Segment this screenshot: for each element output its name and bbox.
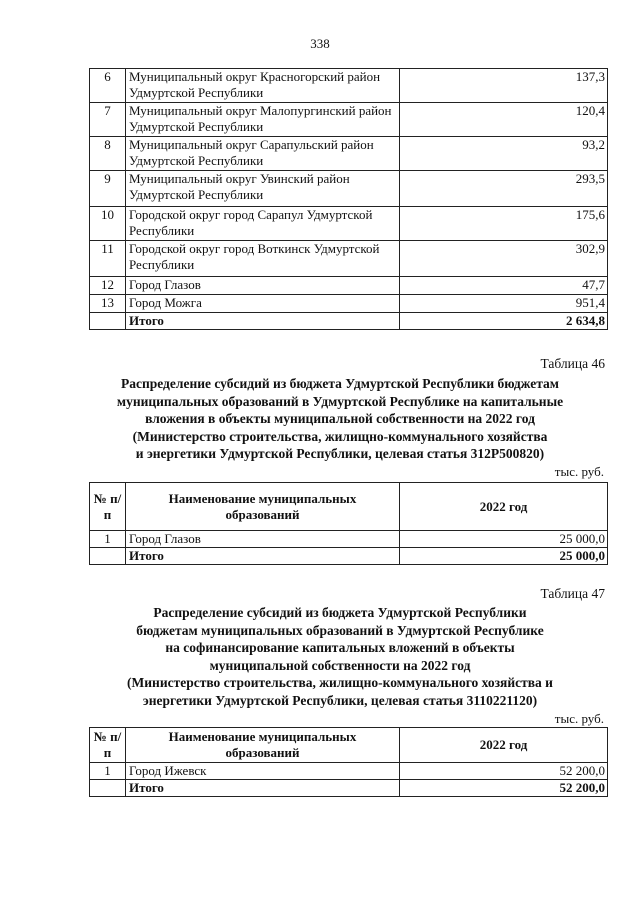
row-value: 120,4 bbox=[400, 103, 608, 137]
row-name: Муниципальный округ Сарапульский район Удмуртской Республики bbox=[126, 137, 400, 171]
table-row bbox=[90, 295, 608, 313]
row-number: 7 bbox=[90, 103, 126, 137]
total-row bbox=[90, 548, 608, 565]
page-number: 338 bbox=[310, 36, 330, 51]
table46-units: тыс. руб. bbox=[554, 464, 604, 479]
total-label: Итого bbox=[126, 780, 400, 797]
row-value: 25 000,0 bbox=[400, 531, 608, 548]
row-value: 52 200,0 bbox=[400, 763, 608, 780]
table-row bbox=[90, 103, 608, 137]
header-year: 2022 год bbox=[400, 728, 608, 763]
table-row bbox=[90, 171, 608, 207]
title-line: Распределение субсидий из бюджета Удмуртской Республики bbox=[153, 605, 527, 620]
total-label: Итого bbox=[126, 313, 400, 330]
total-label: Итого bbox=[126, 548, 400, 565]
row-name: Городской округ город Сарапул Удмуртской Республики bbox=[126, 207, 400, 241]
title-line: энергетики Удмуртской Республики, целевая статья 3110221120) bbox=[142, 692, 538, 708]
table46 bbox=[89, 482, 608, 565]
row-name: Город Глазов bbox=[126, 277, 400, 295]
total-number-cell bbox=[90, 780, 126, 797]
title-line: муниципальной собственности на 2022 год bbox=[209, 657, 471, 673]
total-number-cell bbox=[90, 548, 126, 565]
header-name: Наименование муниципальных образований bbox=[126, 728, 400, 763]
row-value: 137,3 bbox=[400, 69, 608, 103]
table46-title bbox=[60, 375, 620, 463]
row-number: 10 bbox=[90, 207, 126, 241]
row-value: 293,5 bbox=[400, 171, 608, 207]
row-name: Городской округ город Воткинск Удмуртской Республики bbox=[126, 241, 400, 277]
title-line: (Министерство строительства, жилищно-коммунального хозяйства и bbox=[127, 675, 553, 690]
table47 bbox=[89, 727, 608, 797]
title-line: вложения в объекты муниципальной собственности на 2022 год bbox=[145, 411, 535, 426]
row-number: 13 bbox=[90, 295, 126, 313]
table46-caption: Таблица 46 bbox=[540, 356, 605, 371]
total-row bbox=[90, 313, 608, 330]
row-name: Муниципальный округ Увинский район Удмуртской Республики bbox=[126, 171, 400, 207]
table47-title bbox=[70, 604, 610, 709]
table-row bbox=[90, 69, 608, 103]
total-row bbox=[90, 780, 608, 797]
title-line: (Министерство строительства, жилищно-коммунального хозяйства bbox=[132, 428, 548, 444]
table-row bbox=[90, 531, 608, 548]
table-top bbox=[89, 68, 608, 330]
header-name: Наименование муниципальных образований bbox=[126, 483, 400, 531]
row-name: Город Глазов bbox=[126, 531, 400, 548]
title-line: Распределение субсидий из бюджета Удмуртской Республики бюджетам bbox=[120, 376, 560, 391]
total-number-cell bbox=[90, 313, 126, 330]
header-number: № п/п bbox=[90, 728, 126, 763]
row-number: 1 bbox=[90, 531, 126, 548]
table-row bbox=[90, 763, 608, 780]
row-number: 11 bbox=[90, 241, 126, 277]
total-value: 52 200,0 bbox=[400, 780, 608, 797]
row-value: 175,6 bbox=[400, 207, 608, 241]
table-row bbox=[90, 207, 608, 241]
table-row bbox=[90, 241, 608, 277]
total-value: 2 634,8 bbox=[400, 313, 608, 330]
title-line: и энергетики Удмуртской Республики, целевая статья 312Р500820) bbox=[135, 446, 545, 461]
table-row bbox=[90, 277, 608, 295]
table47-caption: Таблица 47 bbox=[540, 586, 605, 601]
row-number: 12 bbox=[90, 277, 126, 295]
table47-units: тыс. руб. bbox=[554, 711, 604, 726]
header-year: 2022 год bbox=[400, 483, 608, 531]
row-value: 302,9 bbox=[400, 241, 608, 277]
title-line: бюджетам муниципальных образований в Удмуртской Республике bbox=[136, 622, 544, 638]
row-value: 93,2 bbox=[400, 137, 608, 171]
title-line: муниципальных образований в Удмуртской Республике на капитальные bbox=[116, 393, 564, 409]
table-row bbox=[90, 137, 608, 171]
total-value: 25 000,0 bbox=[400, 548, 608, 565]
row-number: 6 bbox=[90, 69, 126, 103]
row-name: Город Ижевск bbox=[126, 763, 400, 780]
row-number: 9 bbox=[90, 171, 126, 207]
row-value: 951,4 bbox=[400, 295, 608, 313]
header-number: № п/п bbox=[90, 483, 126, 531]
row-name: Муниципальный округ Малопургинский район Удмуртской Республики bbox=[126, 103, 400, 137]
row-number: 1 bbox=[90, 763, 126, 780]
title-line: на софинансирование капитальных вложений в объекты bbox=[165, 640, 515, 655]
row-name: Город Можга bbox=[126, 295, 400, 313]
row-name: Муниципальный округ Красногорский район Удмуртской Республики bbox=[126, 69, 400, 103]
row-number: 8 bbox=[90, 137, 126, 171]
row-value: 47,7 bbox=[400, 277, 608, 295]
